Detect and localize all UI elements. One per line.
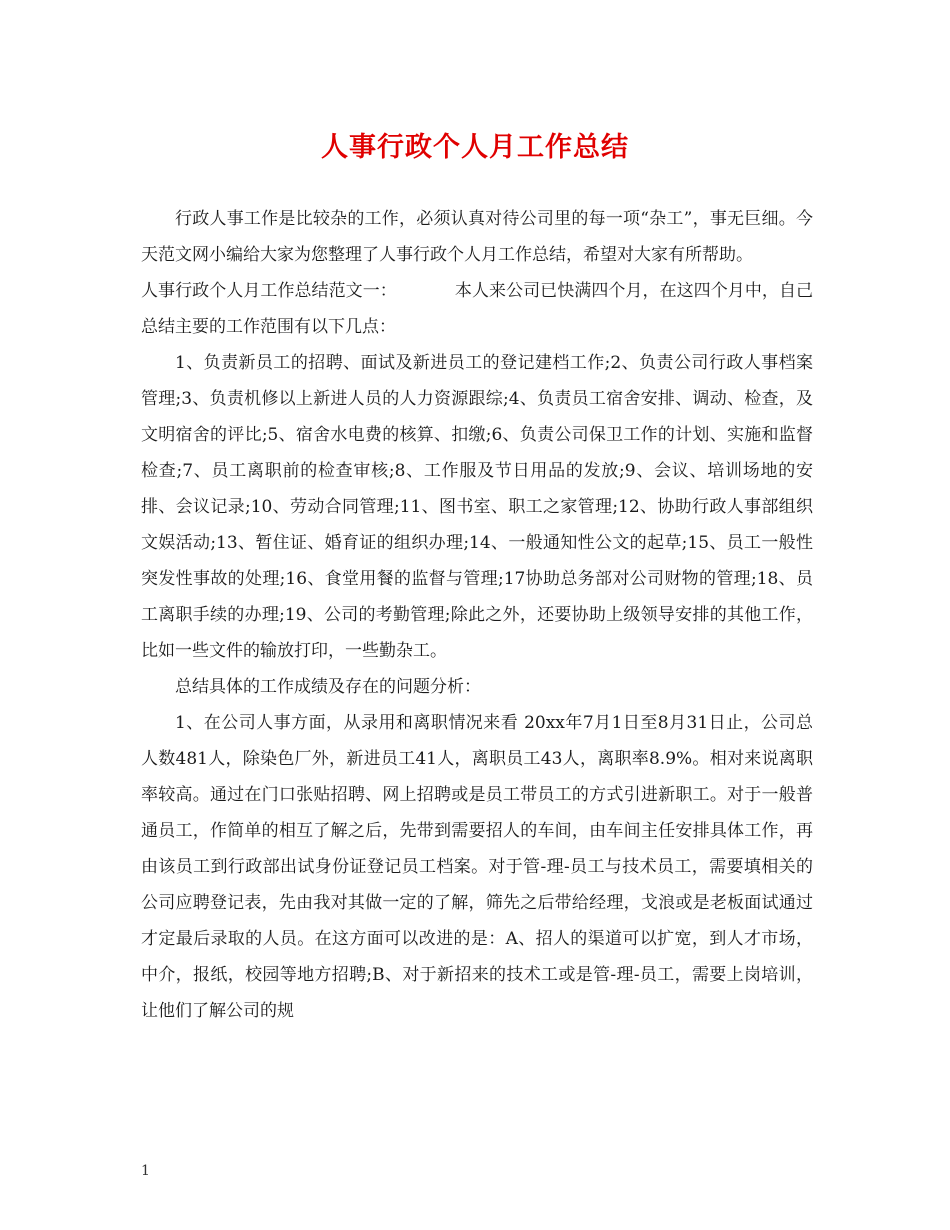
sample-opening: 本人来公司已快满四个月，在这四个月中，自己总结主要的工作范围有以下几点： xyxy=(141,281,814,337)
analysis-paragraph-1: 1、在公司人事方面，从录用和离职情况来看 20xx年7月1日至8月31日止，公司总人数481人，除染色厂外，新进员工41人，离职员工43人，离职率8.9%。相对来说离职率较高。通过在门口张贴招聘、网上招聘或是员工带员工的方式引进新职工。对于一般普通员工，作简单的相互了解之后，先带到需要招人的车间，由车间主任安排具体工作，再由该员工到行政部出试身份证登记员工档案。对于管-理-员工与技术员工，需要填相关的公司应聘登记表，先由我对其做一定的了解，筛先之后带给经理，戈浪或是老板面试通过才定最后录取的人员。在这方面可以改进的是：A、招人的渠道可以扩宽，到人才市场，中介，报纸，校园等地方招聘;B、对于新招来的技术工或是管-理-员工，需要上岗培训，让他们了解公司的规 xyxy=(141,713,813,1021)
analysis-heading: 总结具体的工作成绩及存在的问题分析： xyxy=(175,677,481,697)
document-body xyxy=(141,201,813,1029)
page-number: 1 xyxy=(141,1163,150,1179)
duties-paragraph: 1、负责新员工的招聘、面试及新进员工的登记建档工作;2、负责公司行政人事档案管理;3、负责机修以上新进人员的人力资源跟综;4、负责员工宿舍安排、调动、检查，及文明宿舍的评比;5、宿舍水电费的核算、扣缴;6、负责公司保卫工作的计划、实施和监督检查;7、员工离职前的检查审核;8、工作服及节日用品的发放;9、会议、培训场地的安排、会议记录;10、劳动合同管理;11、图书室、职工之家管理;12、协助行政人事部组织文娱活动;13、暂住证、婚育证的组织办理;14、一般通知性公文的起草;15、员工一般性突发性事故的处理;16、食堂用餐的监督与管理;17协助总务部对公司财物的管理;18、员工离职手续的办理;19、公司的考勤管理;除此之外，还要协助上级领导安排的其他工作，比如一些文件的输放打印，一些勤杂工。 xyxy=(141,353,813,661)
sample-heading: 人事行政个人月工作总结范文一： xyxy=(141,281,397,301)
sample-paragraph xyxy=(141,273,813,345)
intro-paragraph: 行政人事工作是比较杂的工作，必须认真对待公司里的每一项“杂工”，事无巨细。今天范文网小编给大家为您整理了人事行政个人月工作总结，希望对大家有所帮助。 xyxy=(141,209,813,265)
document-title: 人事行政个人月工作总结 xyxy=(321,132,629,163)
